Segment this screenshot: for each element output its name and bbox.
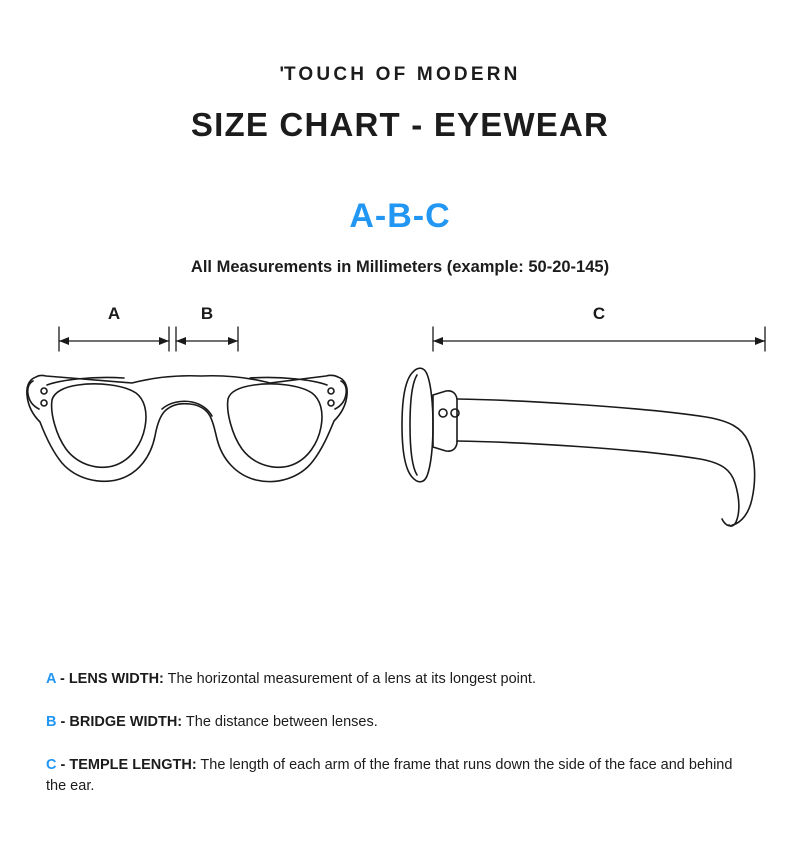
legend-term-c: TEMPLE LENGTH: bbox=[69, 756, 197, 773]
brand-name: TOUCH OF MODERN bbox=[283, 64, 521, 85]
dimension-b bbox=[176, 327, 238, 351]
legend-letter-b: B bbox=[46, 713, 57, 730]
eyewear-diagram bbox=[0, 303, 800, 563]
size-chart-page bbox=[0, 64, 800, 864]
legend-desc-a: The horizontal measurement of a lens at its longest point. bbox=[163, 671, 536, 687]
legend-letter-c: C bbox=[46, 756, 57, 773]
legend-item-c bbox=[46, 755, 754, 799]
legend-item-b bbox=[46, 712, 754, 734]
legend-separator-c: - bbox=[56, 756, 70, 773]
legend-desc-c: The length of each arm of the frame that runs down the side of the face and behind the ear. bbox=[46, 756, 733, 795]
legend-letter-a: A bbox=[46, 671, 56, 687]
abc-heading: A-B-C bbox=[349, 197, 451, 235]
eyewear-diagram-svg bbox=[0, 303, 800, 563]
legend-separator-b: - bbox=[56, 713, 70, 730]
dimension-label-c: C bbox=[592, 304, 606, 323]
dimension-a bbox=[59, 327, 169, 351]
dimension-label-a: A bbox=[107, 304, 121, 323]
dimension-label-b: B bbox=[200, 304, 214, 323]
brand-title bbox=[0, 64, 800, 86]
legend-term-a: LENS WIDTH: bbox=[68, 671, 164, 687]
legend-term-b: BRIDGE WIDTH: bbox=[69, 713, 183, 730]
measurement-units-note: All Measurements in Millimeters (example: 50-20-145) bbox=[190, 258, 610, 276]
legend bbox=[46, 669, 754, 819]
legend-separator-a: - bbox=[55, 671, 69, 687]
brand-tick: ' bbox=[279, 64, 284, 85]
page-title: SIZE CHART - EYEWEAR bbox=[190, 106, 610, 143]
dimension-c bbox=[433, 327, 765, 351]
legend-desc-b: The distance between lenses. bbox=[182, 713, 378, 730]
legend-item-a bbox=[46, 669, 754, 691]
